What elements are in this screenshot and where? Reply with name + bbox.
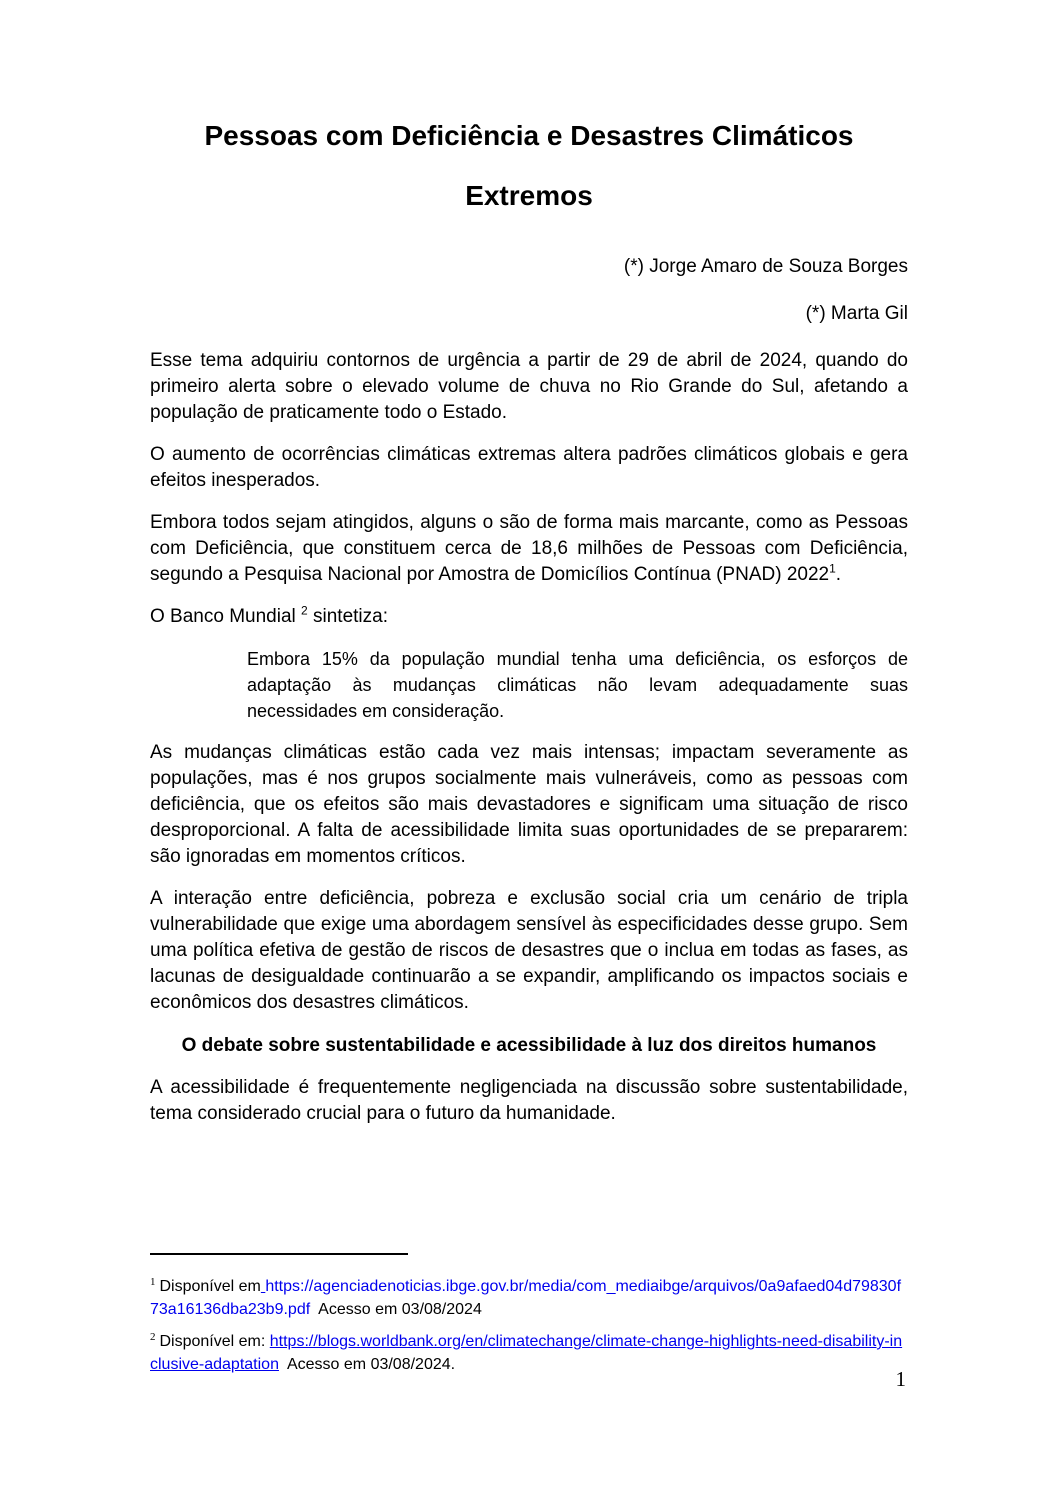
block-quote: Embora 15% da população mundial tenha uma deficiência, os esforços de adaptação às mudanças climáticas não levam adequadamente suas necessidades em consideração.	[247, 649, 908, 721]
paragraph-4-tail: sintetiza:	[307, 606, 388, 627]
paragraph-3-text: Embora todos sejam atingidos, alguns o são de forma mais marcante, como as Pessoas com Deficiência, que constituem cerca de 18,6 milhões de Pessoas com Deficiência, segundo a Pesquisa Nacional por Amostra de Domicílios Contínua (PNAD) 2022	[150, 512, 908, 585]
footnote-1-prefix: Disponível em	[159, 1278, 261, 1295]
paragraph-6: A interação entre deficiência, pobreza e exclusão social cria um cenário de tripla vulnerabilidade que exige uma abordagem sensível às especificidades desse grupo. Sem uma política efetiva de gestão de riscos de desastres que o inclua em todas as fases, as lacunas de desigualdade continuarão a se expandir, amplificando os impactos sociais e econômicos dos desastres climáticos.	[150, 888, 908, 1013]
paragraph-4-text: O Banco Mundial	[150, 606, 302, 627]
page-number: 1	[895, 1367, 906, 1391]
paragraph-3	[150, 510, 908, 588]
author-line-2: (*) Marta Gil	[805, 303, 908, 324]
footnote-1-link-text: https://agenciadenoticias.ibge.gov.br/media/com_mediaibge/arquivos/0a9afaed04d79830f73a16136dba23b9.pdf	[150, 1278, 902, 1318]
footnote-2-link[interactable]: https://blogs.worldbank.org/en/climatechange/climate-change-highlights-need-disability-inclusive-adaptation	[150, 1333, 903, 1373]
footnote-2-prefix: Disponível em:	[159, 1333, 270, 1350]
footnote-1-marker: 1	[150, 1275, 156, 1288]
footnotes-area	[150, 1253, 908, 1385]
footnote-reference-1: 1	[829, 561, 836, 576]
footnote-1-suffix: Acesso em 03/08/2024	[310, 1301, 482, 1318]
paragraph-2: O aumento de ocorrências climáticas extremas altera padrões climáticos globais e gera efeitos inesperados.	[150, 444, 908, 491]
paragraph-7: A acessibilidade é frequentemente negligenciada na discussão sobre sustentabilidade, tema considerado crucial para o futuro da humanidade.	[150, 1077, 908, 1124]
footnote-2	[150, 1330, 908, 1376]
footnote-reference-2: 2	[301, 603, 308, 618]
document-title: Pessoas com Deficiência e Desastres Climáticos Extremos	[204, 120, 854, 211]
author-block	[150, 254, 908, 327]
footnote-2-marker: 2	[150, 1330, 156, 1343]
footnote-1	[150, 1275, 908, 1321]
paragraph-3-tail: .	[835, 564, 842, 585]
paragraph-5: As mudanças climáticas estão cada vez mais intensas; impactam severamente as populações, mas é nos grupos socialmente mais vulneráveis, como as pessoas com deficiência, que os efeitos são mais devastadores e significam uma situação de risco desproporcional. A falta de acessibilidade limita suas oportunidades de se prepararem: são ignoradas em momentos críticos.	[150, 742, 908, 867]
section-heading: O debate sobre sustentabilidade e acessibilidade à luz dos direitos humanos	[181, 1035, 877, 1056]
footnote-2-suffix: Acesso em 03/08/2024.	[278, 1356, 456, 1373]
paragraph-1: Esse tema adquiriu contornos de urgência a partir de 29 de abril de 2024, quando do primeiro alerta sobre o elevado volume de chuva no Rio Grande do Sul, afetando a população de praticamente todo o Estado.	[150, 350, 908, 423]
author-line-1: (*) Jorge Amaro de Souza Borges	[623, 256, 908, 277]
paragraph-4	[150, 604, 908, 630]
footnote-1-link[interactable]	[150, 1275, 902, 1318]
footnote-separator	[150, 1253, 408, 1255]
